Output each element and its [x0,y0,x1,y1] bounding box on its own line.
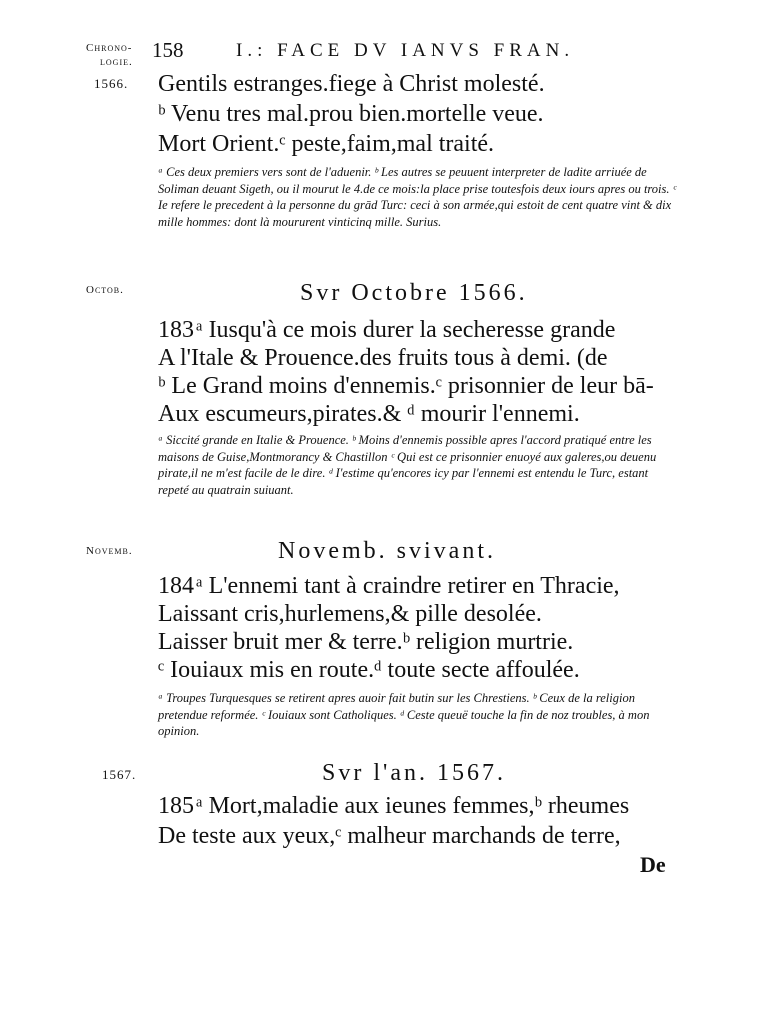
margin-year-1566: 1566. [94,76,129,91]
running-title: I.: FACE DV IANVS FRAN. [236,40,575,61]
verse-line: ᵃ Iusqu'à ce mois durer la secheresse grande [196,317,616,343]
verse-line: ᵃ L'ennemi tant à craindre retirer en Thracie, [196,573,620,599]
verse-line: ᶜ Iouiaux mis en route.ᵈ toute secte affoulée. [158,657,580,683]
verse-line: Laisser bruit mer & terre.ᵇ religion murtrie. [158,629,574,655]
section-heading: Svr Octobre 1566. [300,280,528,306]
commentary-note: ᵃ Troupes Turquesques se retirent apres auoir fait butin sur les Chrestiens. ᵇ Ceux de la religion pretendue reformée. ᶜ Iouiaux sont Catholiques. ᵈ Ceste queuë touche la fin de noz troubles, à mon opinion. [158,691,650,738]
margin-chronologie-top: Chrono- [86,42,133,54]
margin-chronologie-bottom: logie. [100,56,133,68]
verse-line: Aux escumeurs,pirates.& ᵈ mourir l'ennemi. [158,401,580,427]
verse-line: Mort Orient.ᶜ peste,faim,mal traité. [158,131,495,157]
section-heading: Svr l'an. 1567. [322,760,506,786]
catchword: De [640,852,666,877]
margin-year-1567: 1567. [102,767,137,782]
quatrain-number: 184 [158,573,194,599]
margin-octob: Octob. [86,284,124,296]
commentary-note: ᵃ Siccité grande en Italie & Prouence. ᵇ Moins d'ennemis possible apres l'accord pratiqué entre les maisons de Guise,Montmorancy & Chastillon ᶜ Qui est ce prisonnier enuoyé aux galeres,ou deuenu pirate,il ne m'est facile de le dire. ᵈ I'estime qu'encores icy par l'ennemi est entendu le Turc, estant repeté au quatrain suiuant. [158,433,657,497]
verse-line: A l'Itale & Prouence.des fruits tous à demi. (de [158,345,608,371]
section-heading: Novemb. svivant. [278,538,496,564]
verse-line: Gentils estranges.fiege à Christ molesté. [158,71,545,97]
verse-line: ᵇ Venu tres mal.prou bien.mortelle veue. [158,101,544,127]
quatrain-number: 183 [158,317,194,343]
quatrain-number: 185 [158,793,194,819]
verse-line: ᵇ Le Grand moins d'ennemis.ᶜ prisonnier de leur bā- [158,373,654,399]
page-number: 158 [152,38,184,62]
verse-line: ᵃ Mort,maladie aux ieunes femmes,ᵇ rheumes [196,793,630,819]
commentary-note: ᵃ Ces deux premiers vers sont de l'aduenir. ᵇ Les autres se peuuent interpreter de ladite arriuée de Soliman deuant Sigeth, ou il mourut le 4.de ce mois:la place prise toutesfois deux iours apres ou trois. ᶜ Ie refere le precedent à la personne du grād Turc: ceci à son armée,qui estoit de cent quatre vint & dix mille hommes: dont là moururent vinticinq mille. Surius. [158,165,676,229]
margin-novemb: Novemb. [86,545,133,557]
verse-line: De teste aux yeux,ᶜ malheur marchands de terre, [158,823,621,849]
verse-line: Laissant cris,hurlemens,& pille desolée. [158,601,542,627]
